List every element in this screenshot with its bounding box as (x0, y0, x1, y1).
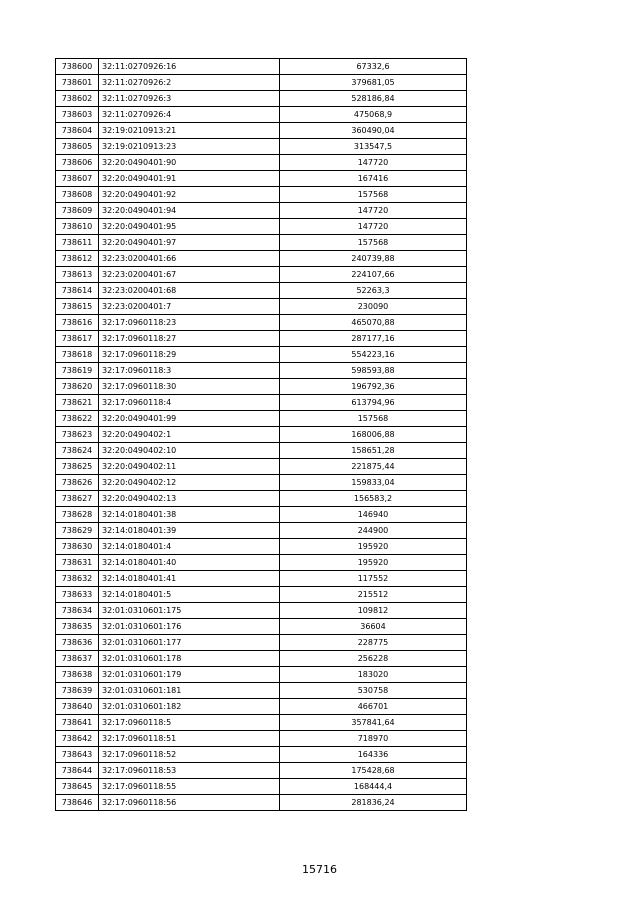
cadastral-number-cell: 32:20:0490401:90 (99, 155, 280, 171)
table-row (56, 219, 467, 235)
row-id-cell: 738631 (56, 555, 99, 571)
cadastral-number-cell: 32:14:0180401:40 (99, 555, 280, 571)
value-cell: 164336 (280, 747, 467, 763)
row-id-cell: 738605 (56, 139, 99, 155)
table-row (56, 459, 467, 475)
value-cell: 147720 (280, 219, 467, 235)
row-id-cell: 738632 (56, 571, 99, 587)
row-id-cell: 738638 (56, 667, 99, 683)
row-id-cell: 738606 (56, 155, 99, 171)
value-cell: 244900 (280, 523, 467, 539)
cadastral-number-cell: 32:20:0490401:94 (99, 203, 280, 219)
table-row (56, 635, 467, 651)
cadastral-number-cell: 32:17:0960118:23 (99, 315, 280, 331)
row-id-cell: 738630 (56, 539, 99, 555)
cadastral-number-cell: 32:11:0270926:16 (99, 59, 280, 75)
value-cell: 158651,28 (280, 443, 467, 459)
row-id-cell: 738625 (56, 459, 99, 475)
cadastral-number-cell: 32:23:0200401:7 (99, 299, 280, 315)
cadastral-number-cell: 32:20:0490402:10 (99, 443, 280, 459)
row-id-cell: 738617 (56, 331, 99, 347)
table-row (56, 523, 467, 539)
row-id-cell: 738610 (56, 219, 99, 235)
table-row (56, 667, 467, 683)
table-row (56, 155, 467, 171)
row-id-cell: 738627 (56, 491, 99, 507)
row-id-cell: 738614 (56, 283, 99, 299)
table-row (56, 779, 467, 795)
value-cell: 159833,04 (280, 475, 467, 491)
table-row (56, 619, 467, 635)
value-cell: 147720 (280, 203, 467, 219)
table-row (56, 571, 467, 587)
table-row (56, 203, 467, 219)
value-cell: 224107,66 (280, 267, 467, 283)
value-cell: 146940 (280, 507, 467, 523)
row-id-cell: 738628 (56, 507, 99, 523)
row-id-cell: 738612 (56, 251, 99, 267)
cadastral-number-cell: 32:11:0270926:4 (99, 107, 280, 123)
value-cell: 156583,2 (280, 491, 467, 507)
row-id-cell: 738613 (56, 267, 99, 283)
value-cell: 475068,9 (280, 107, 467, 123)
cadastral-number-cell: 32:14:0180401:4 (99, 539, 280, 555)
value-cell: 281836,24 (280, 795, 467, 811)
table-row (56, 507, 467, 523)
cadastral-number-cell: 32:01:0310601:181 (99, 683, 280, 699)
cadastral-number-cell: 32:17:0960118:3 (99, 363, 280, 379)
value-cell: 287177,16 (280, 331, 467, 347)
row-id-cell: 738601 (56, 75, 99, 91)
table-row (56, 187, 467, 203)
cadastral-number-cell: 32:01:0310601:182 (99, 699, 280, 715)
cadastral-number-cell: 32:01:0310601:179 (99, 667, 280, 683)
table-row (56, 379, 467, 395)
row-id-cell: 738603 (56, 107, 99, 123)
cadastral-number-cell: 32:01:0310601:177 (99, 635, 280, 651)
row-id-cell: 738644 (56, 763, 99, 779)
cadastral-number-cell: 32:01:0310601:175 (99, 603, 280, 619)
row-id-cell: 738611 (56, 235, 99, 251)
table-row (56, 683, 467, 699)
table-row (56, 491, 467, 507)
page-number: 15716 (302, 863, 337, 876)
value-cell: 530758 (280, 683, 467, 699)
cadastral-number-cell: 32:20:0490402:12 (99, 475, 280, 491)
cadastral-number-cell: 32:01:0310601:176 (99, 619, 280, 635)
table-row (56, 475, 467, 491)
table-row (56, 283, 467, 299)
cadastral-number-cell: 32:23:0200401:66 (99, 251, 280, 267)
cadastral-number-cell: 32:19:0210913:23 (99, 139, 280, 155)
table-row (56, 395, 467, 411)
cadastral-number-cell: 32:17:0960118:29 (99, 347, 280, 363)
table-row (56, 123, 467, 139)
row-id-cell: 738619 (56, 363, 99, 379)
table-row (56, 699, 467, 715)
row-id-cell: 738616 (56, 315, 99, 331)
table-row (56, 443, 467, 459)
row-id-cell: 738602 (56, 91, 99, 107)
row-id-cell: 738634 (56, 603, 99, 619)
table-row (56, 731, 467, 747)
value-cell: 168444,4 (280, 779, 467, 795)
row-id-cell: 738622 (56, 411, 99, 427)
cadastral-number-cell: 32:20:0490402:13 (99, 491, 280, 507)
cadastral-number-cell: 32:20:0490402:1 (99, 427, 280, 443)
cadastral-number-cell: 32:20:0490401:99 (99, 411, 280, 427)
row-id-cell: 738623 (56, 427, 99, 443)
table-row (56, 427, 467, 443)
cadastral-number-cell: 32:20:0490401:97 (99, 235, 280, 251)
cadastral-number-cell: 32:17:0960118:55 (99, 779, 280, 795)
value-cell: 528186,84 (280, 91, 467, 107)
cadastral-number-cell: 32:17:0960118:53 (99, 763, 280, 779)
row-id-cell: 738646 (56, 795, 99, 811)
cadastral-number-cell: 32:17:0960118:56 (99, 795, 280, 811)
table-row (56, 411, 467, 427)
row-id-cell: 738641 (56, 715, 99, 731)
cadastral-number-cell: 32:17:0960118:27 (99, 331, 280, 347)
row-id-cell: 738618 (56, 347, 99, 363)
table-row (56, 299, 467, 315)
table-row (56, 587, 467, 603)
value-cell: 117552 (280, 571, 467, 587)
row-id-cell: 738600 (56, 59, 99, 75)
table-row (56, 651, 467, 667)
value-cell: 598593,88 (280, 363, 467, 379)
table-row (56, 75, 467, 91)
cadastral-number-cell: 32:14:0180401:41 (99, 571, 280, 587)
value-cell: 36604 (280, 619, 467, 635)
row-id-cell: 738621 (56, 395, 99, 411)
value-cell: 167416 (280, 171, 467, 187)
cadastral-number-cell: 32:20:0490401:91 (99, 171, 280, 187)
table-row (56, 235, 467, 251)
value-cell: 157568 (280, 235, 467, 251)
cadastral-number-cell: 32:17:0960118:5 (99, 715, 280, 731)
cadastral-number-cell: 32:23:0200401:68 (99, 283, 280, 299)
value-cell: 196792,36 (280, 379, 467, 395)
cadastral-number-cell: 32:17:0960118:52 (99, 747, 280, 763)
table-row (56, 747, 467, 763)
row-id-cell: 738643 (56, 747, 99, 763)
table-row (56, 91, 467, 107)
row-id-cell: 738642 (56, 731, 99, 747)
table-row (56, 331, 467, 347)
value-cell: 465070,88 (280, 315, 467, 331)
cadastral-number-cell: 32:20:0490401:95 (99, 219, 280, 235)
table-row (56, 347, 467, 363)
table-row (56, 107, 467, 123)
row-id-cell: 738607 (56, 171, 99, 187)
table-row (56, 59, 467, 75)
cadastral-number-cell: 32:23:0200401:67 (99, 267, 280, 283)
row-id-cell: 738604 (56, 123, 99, 139)
value-cell: 183020 (280, 667, 467, 683)
table-body (56, 59, 467, 811)
value-cell: 466701 (280, 699, 467, 715)
row-id-cell: 738645 (56, 779, 99, 795)
value-cell: 360490,04 (280, 123, 467, 139)
cadastral-number-cell: 32:14:0180401:39 (99, 523, 280, 539)
cadastral-number-cell: 32:01:0310601:178 (99, 651, 280, 667)
value-cell: 379681,05 (280, 75, 467, 91)
row-id-cell: 738633 (56, 587, 99, 603)
cadastral-number-cell: 32:17:0960118:4 (99, 395, 280, 411)
table-row (56, 251, 467, 267)
value-cell: 256228 (280, 651, 467, 667)
value-cell: 357841,64 (280, 715, 467, 731)
value-cell: 221875,44 (280, 459, 467, 475)
value-cell: 228775 (280, 635, 467, 651)
cadastral-number-cell: 32:17:0960118:51 (99, 731, 280, 747)
row-id-cell: 738624 (56, 443, 99, 459)
cadastral-number-cell: 32:14:0180401:5 (99, 587, 280, 603)
row-id-cell: 738615 (56, 299, 99, 315)
value-cell: 195920 (280, 555, 467, 571)
cadastral-value-table (55, 58, 467, 811)
table-row (56, 267, 467, 283)
row-id-cell: 738639 (56, 683, 99, 699)
value-cell: 147720 (280, 155, 467, 171)
value-cell: 613794,96 (280, 395, 467, 411)
table-row (56, 539, 467, 555)
cadastral-number-cell: 32:20:0490402:11 (99, 459, 280, 475)
value-cell: 230090 (280, 299, 467, 315)
value-cell: 52263,3 (280, 283, 467, 299)
value-cell: 109812 (280, 603, 467, 619)
value-cell: 215512 (280, 587, 467, 603)
row-id-cell: 738608 (56, 187, 99, 203)
table-row (56, 171, 467, 187)
table-row (56, 795, 467, 811)
cadastral-number-cell: 32:14:0180401:38 (99, 507, 280, 523)
value-cell: 168006,88 (280, 427, 467, 443)
row-id-cell: 738635 (56, 619, 99, 635)
value-cell: 67332,6 (280, 59, 467, 75)
row-id-cell: 738626 (56, 475, 99, 491)
row-id-cell: 738636 (56, 635, 99, 651)
cadastral-number-cell: 32:20:0490401:92 (99, 187, 280, 203)
table-row (56, 363, 467, 379)
row-id-cell: 738640 (56, 699, 99, 715)
value-cell: 195920 (280, 539, 467, 555)
value-cell: 240739,88 (280, 251, 467, 267)
value-cell: 554223,16 (280, 347, 467, 363)
table-row (56, 763, 467, 779)
table-row (56, 603, 467, 619)
cadastral-number-cell: 32:17:0960118:30 (99, 379, 280, 395)
table-row (56, 139, 467, 155)
row-id-cell: 738620 (56, 379, 99, 395)
table-row (56, 715, 467, 731)
value-cell: 718970 (280, 731, 467, 747)
value-cell: 157568 (280, 187, 467, 203)
table-row (56, 555, 467, 571)
value-cell: 313547,5 (280, 139, 467, 155)
cadastral-number-cell: 32:11:0270926:2 (99, 75, 280, 91)
row-id-cell: 738609 (56, 203, 99, 219)
table-row (56, 315, 467, 331)
value-cell: 157568 (280, 411, 467, 427)
cadastral-number-cell: 32:19:0210913:21 (99, 123, 280, 139)
value-cell: 175428,68 (280, 763, 467, 779)
row-id-cell: 738629 (56, 523, 99, 539)
row-id-cell: 738637 (56, 651, 99, 667)
cadastral-number-cell: 32:11:0270926:3 (99, 91, 280, 107)
